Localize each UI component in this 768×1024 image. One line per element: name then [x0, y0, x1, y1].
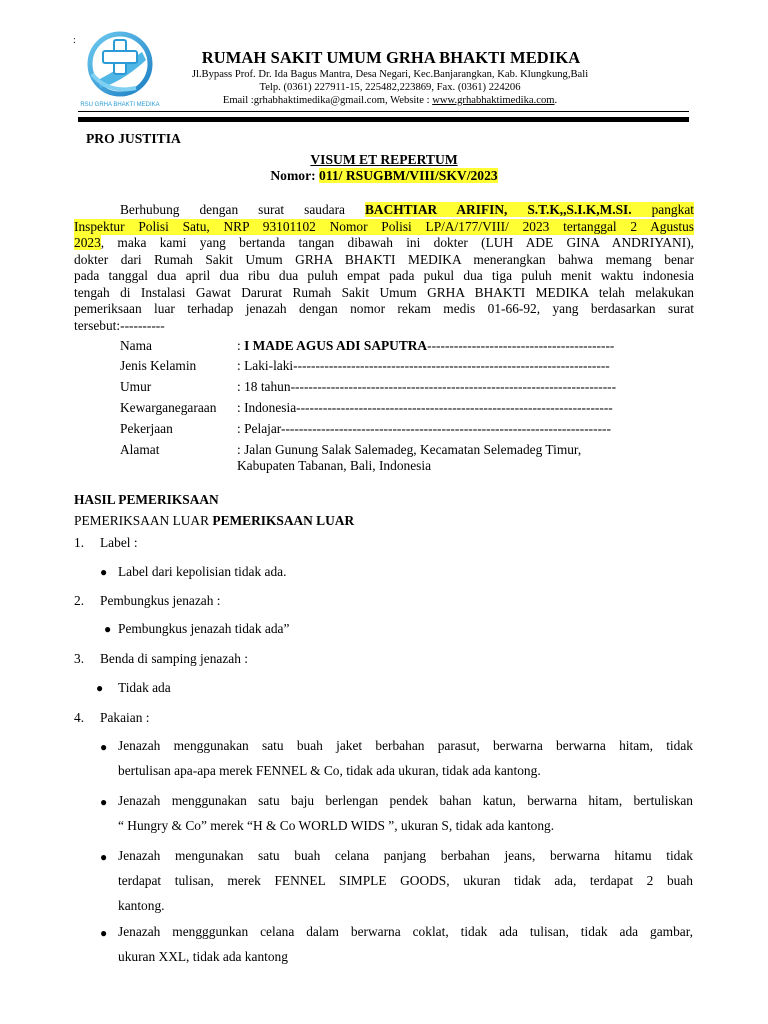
document-title: VISUM ET REPERTUM: [310, 152, 458, 167]
identity-value-occupation: [237, 421, 677, 437]
identity-colon: :: [237, 421, 245, 436]
intro-line-4: dokter dari Rumah Sakit Umum GRHA BHAKTI MEDIKA menerangkan bahwa memang benar: [74, 251, 694, 267]
intro-line-5: pada tanggal dua april dua ribu dua puluh empat pada pukul dua tiga puluh menit waktu indonesia: [74, 268, 694, 283]
identity-colon: :: [237, 379, 245, 394]
clothing-3-line-1: Jenazah mengunakan satu buah celana panjang berbahan jeans, berwarna hitamu tidak: [118, 848, 693, 863]
hospital-name: RUMAH SAKIT UMUM GRHA BHAKTI MEDIKA: [201, 48, 581, 67]
hospital-contact: [160, 94, 620, 107]
hospital-address: Jl.Bypass Prof. Dr. Ida Bagus Mantra, Desa Negari, Kec.Banjarangkan, Kab. Klungkung,Bali: [191, 69, 589, 80]
bullet-icon: ●: [96, 681, 104, 695]
identity-value-age: [237, 379, 677, 395]
identity-label-address: Alamat: [120, 442, 160, 457]
identity-colon: :: [237, 442, 245, 457]
bullet-icon: ●: [100, 926, 108, 940]
hospital-contact-end: .: [554, 95, 558, 106]
hospital-logo: [78, 30, 163, 110]
bullet-icon: ●: [100, 565, 108, 579]
identity-label-name: Nama: [120, 338, 152, 353]
intro-line-1: [74, 202, 694, 219]
requester-name: BACHTIAR ARIFIN, S.T.K,,S.I.K,M.SI.: [364, 202, 632, 217]
identity-value-nationality: [237, 400, 677, 416]
identity-sex-text: Laki-laki-----------------------------------------------------------------------: [244, 358, 610, 373]
identity-value-name: [237, 338, 677, 354]
intro-line-3: [74, 235, 694, 252]
results-subheading: [74, 513, 354, 529]
intro-paragraph: [74, 202, 694, 334]
identity-age-text: 18 tahun-------------------------------------------------------------------------: [244, 379, 617, 394]
item-3-bullet-text: Tidak ada: [118, 680, 171, 695]
hospital-email: Email :grhabhaktimedika@gmail.com, Website :: [222, 95, 433, 106]
intro-line-8: tersebut:----------: [74, 317, 165, 333]
item-1-number: 1.: [74, 535, 85, 550]
intro-line-6: tengah di Instalasi Gawat Darurat Rumah Sakit Umum GRHA BHAKTI MEDIKA telah melakukan: [74, 284, 694, 300]
identity-colon: :: [237, 400, 245, 415]
results-heading: HASIL PEMERIKSAAN: [74, 492, 219, 507]
clothing-3-line-3: kantong.: [118, 898, 165, 913]
identity-nationality-text: Indonesia-----------------------------------------------------------------------: [244, 400, 613, 415]
item-1-bullet-text: Label dari kepolisian tidak ada.: [118, 564, 287, 579]
bullet-icon: ●: [100, 795, 108, 809]
pro-justitia: PRO JUSTITIA: [86, 131, 181, 146]
item-2-number: 2.: [74, 593, 85, 608]
header-rule-thick: [78, 117, 689, 122]
clothing-2-line-1: Jenazah menggunakan satu baju berlengan pendek bahan katun, berwarna hitam, bertuliskan: [118, 793, 693, 808]
identity-label-sex: Jenis Kelamin: [120, 358, 197, 373]
identity-label-occupation: Pekerjaan: [120, 421, 173, 436]
identity-colon: :: [237, 338, 245, 353]
hospital-website-link[interactable]: www.grhabhaktimedika.com: [432, 95, 555, 106]
identity-value-address: [237, 442, 677, 458]
item-4-number: 4.: [74, 710, 85, 725]
clothing-4-line-1: Jenazah mengggunkan celana dalam berwarna coklat, tidak ada tulisan, tidak ada gambar,: [118, 924, 693, 939]
intro-line-3-b: , maka kami yang bertanda tangan dibawah ini dokter (LUH ADE GINA ANDRIYANI),: [100, 235, 694, 250]
identity-name-bold: I MADE AGUS ADI SAPUTRA: [244, 338, 428, 353]
stray-colon: :: [73, 35, 76, 46]
item-3-number: 3.: [74, 651, 85, 666]
hospital-phone: Telp. (0361) 227911-15, 225482,223869, Fax. (0361) 224206: [259, 82, 521, 93]
results-subheading-bold: PEMERIKSAAN LUAR: [212, 513, 355, 528]
identity-label-age: Umur: [120, 379, 152, 394]
intro-line-7: pemeriksaan luar terhadap jenazah dengan nomor rekam medis 01-66-92, yang berdasarkan surat: [74, 301, 694, 316]
item-2-bullet-text: Pembungkus jenazah tidak ada”: [118, 621, 290, 636]
clothing-item-pants: [118, 843, 693, 918]
results-subheading-plain: PEMERIKSAAN LUAR: [74, 513, 213, 528]
bullet-icon: ●: [100, 740, 108, 754]
identity-name-dashes: ------------------------------------------: [427, 338, 615, 353]
clothing-1-line-1: Jenazah menggunakan satu buah jaket berbahan parasut, berwarna berwarna hitam, tidak: [118, 738, 693, 753]
bullet-icon: ●: [100, 850, 108, 864]
identity-occupation-text: Pelajar--------------------------------------------------------------------------: [244, 421, 611, 436]
document-number-label: Nomor:: [270, 168, 320, 183]
identity-colon: :: [237, 358, 245, 373]
clothing-item-underwear: [118, 919, 693, 969]
intro-line-3-a: 2023: [74, 235, 101, 250]
item-1-label: Label :: [100, 535, 138, 550]
logo-text: RSU GRHA BHAKTI MEDIKA: [80, 102, 160, 108]
intro-line-1-a: Berhubung dengan surat saudara: [120, 202, 365, 217]
identity-value-sex: [237, 358, 677, 374]
header-rule-thin: [78, 111, 689, 112]
clothing-1-line-2: bertulisan apa-apa merek FENNEL & Co, tidak ada ukuran, tidak ada kantong.: [118, 763, 541, 778]
document-number-value: 011/ RSUGBM/VIII/SKV/2023: [319, 168, 498, 183]
identity-value-address-2: Kabupaten Tabanan, Bali, Indonesia: [237, 458, 432, 473]
item-2-label: Pembungkus jenazah :: [100, 593, 221, 608]
item-4-label: Pakaian :: [100, 710, 150, 725]
clothing-item-jacket: [118, 733, 693, 783]
identity-label-nationality: Kewarganegaraan: [120, 400, 217, 415]
intro-line-2: Inspektur Polisi Satu, NRP 93101102 Nomor Polisi LP/A/177/VIII/ 2023 tertanggal 2 Agustus: [74, 218, 694, 234]
identity-address-text: Jalan Gunung Salak Salemadeg, Kecamatan Selemadeg Timur,: [244, 442, 582, 457]
intro-line-1-c: pangkat: [631, 202, 694, 217]
clothing-item-shirt: [118, 788, 693, 838]
clothing-4-line-2: ukuran XXL, tidak ada kantong: [118, 949, 288, 964]
document-number: [0, 168, 768, 184]
item-3-label: Benda di samping jenazah :: [100, 651, 248, 666]
bullet-icon: ●: [104, 622, 112, 636]
clothing-3-line-2: terdapat tulisan, merek FENNEL SIMPLE GOODS, ukuran tidak ada, terdapat 2 buah: [118, 873, 693, 888]
clothing-2-line-2: “ Hungry & Co” merek “H & Co WORLD WIDS ”, ukuran S, tidak ada kantong.: [118, 818, 555, 833]
